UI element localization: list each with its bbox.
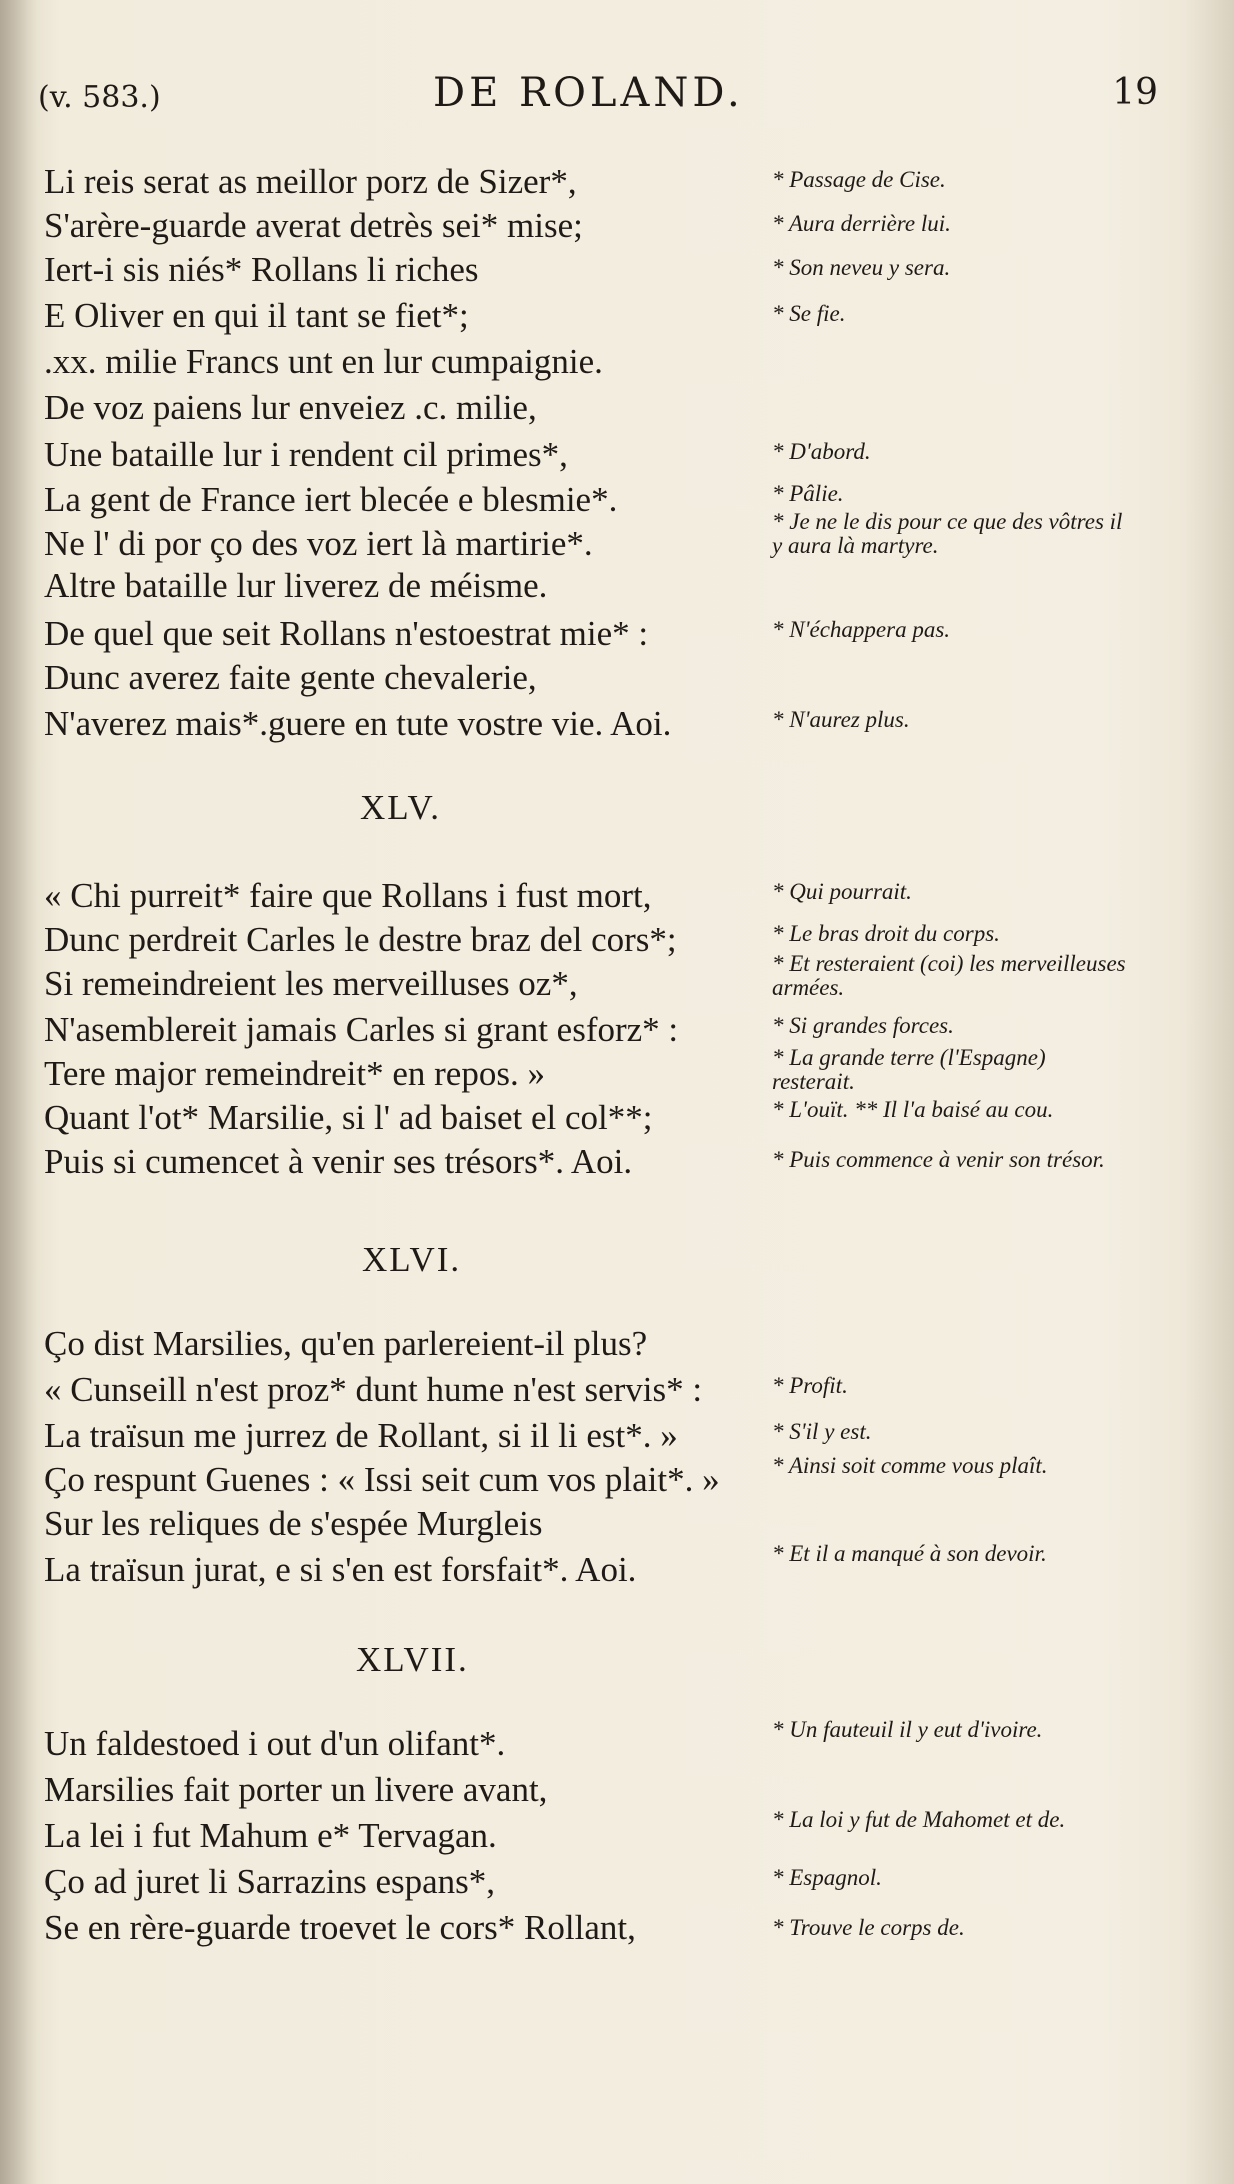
verse-line: Li reis serat as meillor porz de Sizer*, — [44, 162, 577, 201]
gloss-note: * Un fauteuil il y eut d'ivoire. — [772, 1717, 1043, 1742]
verse-line: « Cunseill n'est proz* dunt hume n'est servis* : — [44, 1370, 703, 1409]
verse-line: Ne l' di por ço des voz iert là martirie*. — [44, 524, 593, 563]
running-title: DE ROLAND. — [433, 70, 744, 116]
verse-line: Ço dist Marsilies, qu'en parlereient-il plus? — [44, 1324, 648, 1363]
gloss-note: * N'échappera pas. — [772, 617, 951, 642]
stanza-heading: XLVII. — [356, 1640, 469, 1679]
gloss-note: * Qui pourrait. — [772, 879, 912, 904]
verse-line: De quel que seit Rollans n'estoestrat mie* : — [44, 614, 649, 653]
gloss-note: * Ainsi soit comme vous plaît. — [772, 1453, 1048, 1478]
verse-line: Tere major remeindreit* en repos. » — [44, 1054, 545, 1093]
verse-line: Quant l'ot* Marsilie, si l' ad baiset el col**; — [44, 1098, 653, 1137]
gloss-note: * La loi y fut de Mahomet et de. — [772, 1807, 1066, 1832]
gloss-note: * D'abord. — [772, 439, 871, 464]
spine-shadow — [0, 0, 38, 2184]
gloss-note: * Passage de Cise. — [772, 167, 946, 192]
verse-line: Altre bataille lur liverez de méisme. — [44, 566, 548, 605]
running-header — [38, 70, 1158, 130]
gloss-note: * Aura derrière lui. — [772, 211, 951, 236]
page-edge-shadow — [1184, 0, 1234, 2184]
verse-line: Marsilies fait porter un livere avant, — [44, 1770, 548, 1809]
gloss-note: * S'il y est. — [772, 1419, 872, 1444]
page-number: 19 — [1112, 72, 1158, 113]
verse-line: La traïsun jurat, e si s'en est forsfait*. Aoi. — [44, 1550, 637, 1589]
gloss-note: * Si grandes forces. — [772, 1013, 954, 1038]
gloss-note: * Le bras droit du corps. — [772, 921, 1000, 946]
verse-line: Se en rère-guarde troevet le cors* Rollant, — [44, 1908, 636, 1947]
gloss-note: * L'ouït. ** Il l'a baisé au cou. — [772, 1097, 1054, 1122]
gloss-note: * N'aurez plus. — [772, 707, 910, 732]
verse-line: Si remeindreient les merveilluses oz*, — [44, 964, 578, 1003]
gloss-note: * Et resteraient (coi) les merveilleuses armées. — [772, 951, 1126, 1000]
verse-line: La gent de France iert blecée e blesmie*. — [44, 480, 618, 519]
gloss-note: * Je ne le dis pour ce que des vôtres il y aura là martyre. — [772, 509, 1123, 558]
stanza-heading: XLVI. — [362, 1240, 462, 1279]
verse-line: « Chi purreit* faire que Rollans i fust mort, — [44, 876, 652, 915]
verse-line: .xx. milie Francs unt en lur cumpaignie. — [44, 342, 603, 381]
gloss-note: * Puis commence à venir son trésor. — [772, 1147, 1105, 1172]
stanza-heading: XLV. — [360, 788, 441, 827]
verse-line: E Oliver en qui il tant se fiet*; — [44, 296, 469, 335]
verse-line: Dunc perdreit Carles le destre braz del cors*; — [44, 920, 677, 959]
verse-line: Puis si cumencet à venir ses trésors*. Aoi. — [44, 1142, 633, 1181]
gloss-note: * Profit. — [772, 1373, 848, 1398]
verse-reference: (v. 583.) — [38, 80, 161, 115]
verse-line: La lei i fut Mahum e* Tervagan. — [44, 1816, 497, 1855]
verse-line: Dunc averez faite gente chevalerie, — [44, 658, 537, 697]
verse-line: Ço ad juret li Sarrazins espans*, — [44, 1862, 496, 1901]
gloss-note: * Trouve le corps de. — [772, 1915, 965, 1940]
verse-line: La traïsun me jurrez de Rollant, si il li est*. » — [44, 1416, 678, 1455]
verse-line: De voz paiens lur enveiez .c. milie, — [44, 388, 537, 427]
gloss-note: * La grande terre (l'Espagne) resterait. — [772, 1045, 1046, 1094]
gloss-note: * Et il a manqué à son devoir. — [772, 1541, 1047, 1566]
gloss-note: * Espagnol. — [772, 1865, 882, 1890]
gloss-note: * Se fie. — [772, 301, 846, 326]
gloss-note: * Pâlie. — [772, 481, 844, 506]
verse-line: Sur les reliques de s'espée Murgleis — [44, 1504, 543, 1543]
verse-line: N'asemblereit jamais Carles si grant esforz* : — [44, 1010, 679, 1049]
verse-line: N'averez mais*.guere en tute vostre vie. Aoi. — [44, 704, 672, 743]
verse-line: Une bataille lur i rendent cil primes*, — [44, 435, 568, 474]
verse-line: S'arère-guarde averat detrès sei* mise; — [44, 206, 583, 245]
verse-line: Ço respunt Guenes : « Issi seit cum vos plait*. » — [44, 1460, 720, 1499]
gloss-note: * Son neveu y sera. — [772, 255, 951, 280]
verse-line: Un faldestoed i out d'un olifant*. — [44, 1724, 506, 1763]
verse-line: Iert-i sis niés* Rollans li riches — [44, 250, 479, 289]
